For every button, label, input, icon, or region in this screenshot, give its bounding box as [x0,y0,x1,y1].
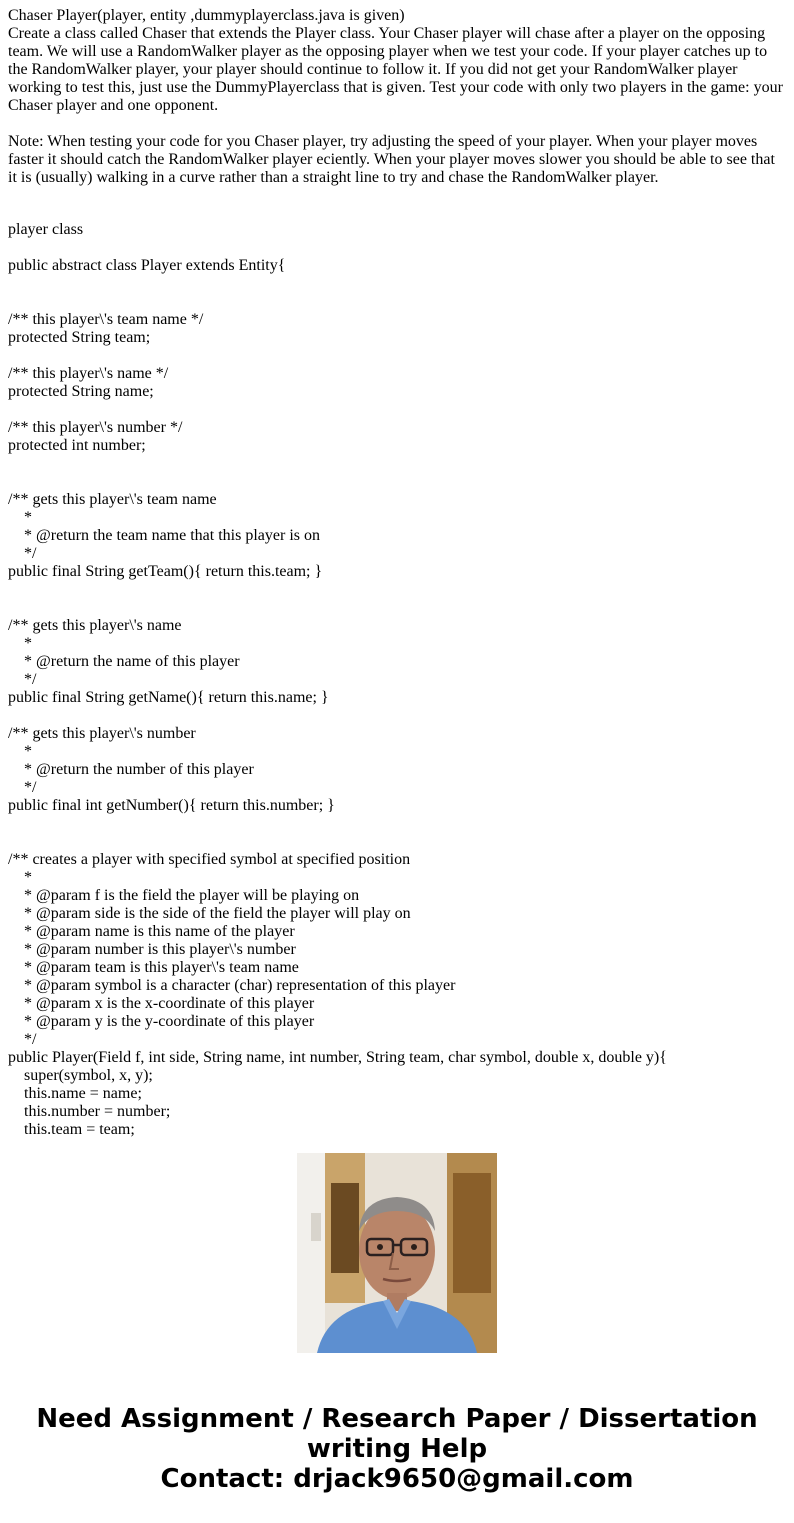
code-line: * [8,509,32,526]
code-line [8,815,786,833]
code-line: * @param name is this name of the player [8,923,295,940]
code-line: this.name = name; [8,1085,142,1102]
assignment-intro: Create a class called Chaser that extends the Player class. Your Chaser player will chase after a player on the opposing team. We will use a RandomWalker player as the opposing player when we test your code. If your player catches up to the RandomWalker player, your player should continue to follow it. If you did not get your RandomWalker player working to test this, just use the DummyPlayerclass that is given. Test your code with only two players in the game: your Chaser player and one opponent. [8,25,783,114]
code-line: /** gets this player\'s name [8,617,182,634]
code-line: * @param f is the field the player will be playing on [8,887,360,904]
code-line: /** this player\'s number */ [8,419,183,436]
testing-note: Note: When testing your code for you Chaser player, try adjusting the speed of your player. When your player moves faster it should catch the RandomWalker player eciently. When your player moves slower you should be able to see that it is (usually) walking in a curve rather than a straight line to try and chase the RandomWalker player. [8,133,775,186]
code-line: */ [8,671,37,688]
code-line: /** this player\'s team name */ [8,311,204,328]
code-line: protected String name; [8,383,154,400]
code-line: */ [8,545,37,562]
code-line: * @return the number of this player [8,761,254,778]
code-line [8,401,786,419]
code-line: * @param x is the x-coordinate of this player [8,995,315,1012]
code-line: super(symbol, x, y); [8,1067,153,1084]
code-line: * @param team is this player\'s team name [8,959,299,976]
code-line [8,455,786,473]
code-line [8,833,786,851]
code-line: /** creates a player with specified symbol at specified position [8,851,411,868]
code-line [8,293,786,311]
promo-line-1: Need Assignment / Research Paper / Dissertation [36,1404,758,1434]
code-line: public final String getName(){ return this.name; } [8,689,329,706]
code-line: * @param side is the side of the field the player will play on [8,905,411,922]
code-line [8,275,786,293]
code-line: protected int number; [8,437,146,454]
code-line: * @return the name of this player [8,653,240,670]
code-line: * @param y is the y-coordinate of this player [8,1013,315,1030]
code-line: public abstract class Player extends Entity{ [8,257,286,274]
code-line: /** gets this player\'s team name [8,491,217,508]
document-title: Chaser Player(player, entity ,dummyplayerclass.java is given) [8,7,405,24]
code-line: public final int getNumber(){ return this.number; } [8,797,335,814]
code-line [8,347,786,365]
code-line: * [8,635,32,652]
person-portrait-icon [297,1153,497,1353]
code-line: /** gets this player\'s number [8,725,196,742]
code-line: * @param symbol is a character (char) representation of this player [8,977,456,994]
code-line: */ [8,779,37,796]
code-line: * [8,869,32,886]
code-line: */ [8,1031,37,1048]
promo-banner [0,1404,794,1494]
code-line: * [8,743,32,760]
code-line: public Player(Field f, int side, String name, int number, String team, char symbol, double x, double y){ [8,1049,667,1066]
code-line: public final String getTeam(){ return this.team; } [8,563,323,580]
code-line: this.number = number; [8,1103,171,1120]
code-line [8,581,786,599]
code-line [8,599,786,617]
code-line: * @return the team name that this player is on [8,527,320,544]
author-avatar [297,1153,497,1353]
code-line: this.team = team; [8,1121,135,1138]
promo-line-2: writing Help [306,1434,488,1464]
code-line: protected String team; [8,329,151,346]
code-line [8,707,786,725]
code-listing [8,221,786,1139]
code-line: player class [8,221,84,238]
document-content [8,7,786,1138]
code-line: * @param number is this player\'s number [8,941,296,958]
code-line: /** this player\'s name */ [8,365,169,382]
code-line [8,473,786,491]
code-line [8,239,786,257]
promo-contact-line: Contact: drjack9650@gmail.com [160,1464,634,1494]
